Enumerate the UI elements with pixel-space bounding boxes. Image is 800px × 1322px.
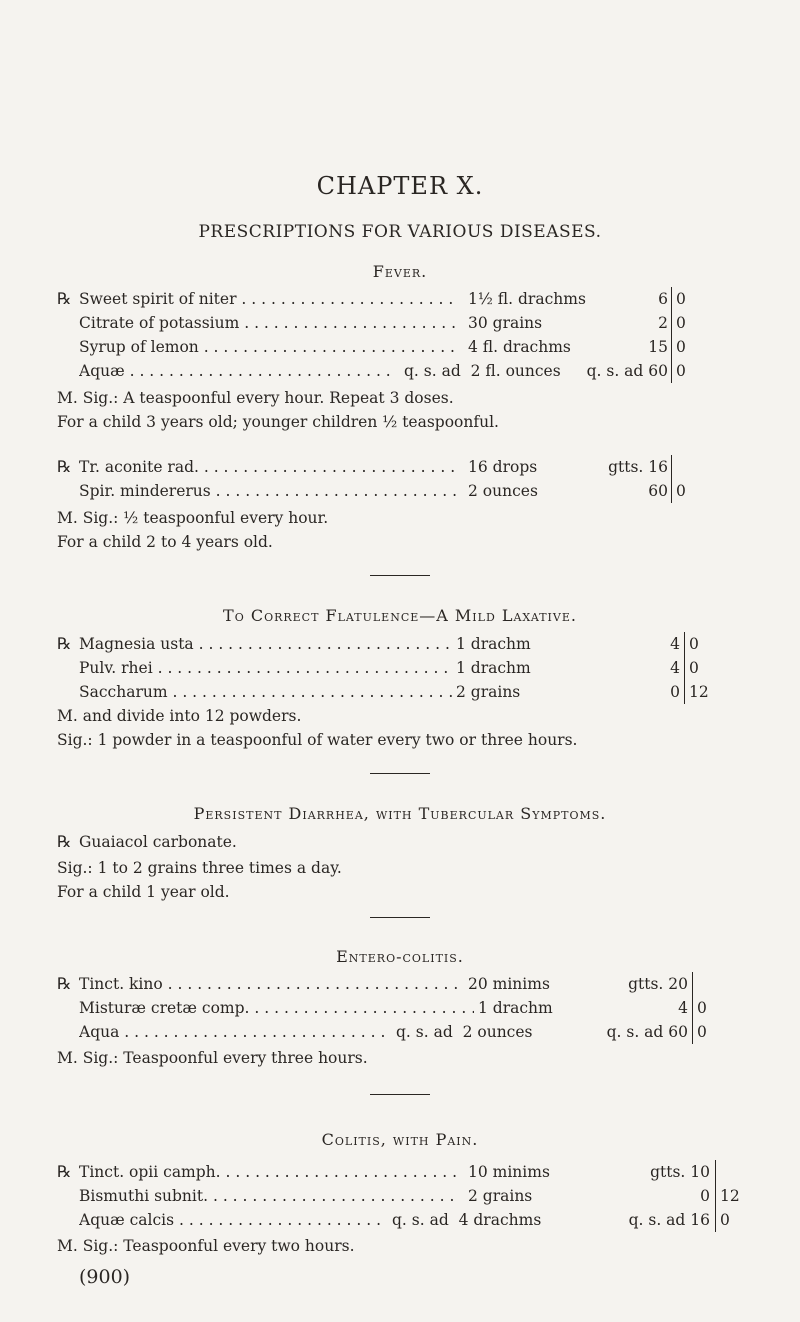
directions-line: For a child 2 to 4 years old. <box>57 533 273 551</box>
ingredient-quantity: 30 grains <box>464 311 542 335</box>
ingredient-row <box>0 1208 800 1232</box>
column-divider <box>692 972 693 1044</box>
ingredient-row <box>0 996 800 1020</box>
section-divider <box>370 773 430 774</box>
ingredient-name: Aquæ <box>79 362 125 380</box>
ingredient-name: Aquæ calcis <box>79 1211 175 1229</box>
column-divider <box>715 1160 716 1232</box>
metric-whole: 6 <box>658 290 668 308</box>
ingredient-row <box>0 680 800 704</box>
ingredient-row <box>0 656 800 680</box>
ingredient-name: Magnesia usta <box>79 635 194 653</box>
ingredient-quantity: q. s. ad 2 ounces <box>392 1020 533 1044</box>
directions-line: M. Sig.: Teaspoonful every three hours. <box>57 1049 368 1067</box>
ingredient-name: Spir. mindererus <box>79 482 211 500</box>
metric-whole: gtts. 20 <box>628 975 688 993</box>
ingredient-row <box>0 455 800 479</box>
ingredient-name: Bismuthi subnit. <box>79 1187 209 1205</box>
ingredient-quantity: 2 ounces <box>464 479 538 503</box>
ingredient-name: Saccharum <box>79 683 168 701</box>
ingredient-name: Tinct. kino <box>79 975 163 993</box>
column-divider <box>684 632 685 704</box>
metric-fraction: 0 <box>676 482 686 500</box>
ingredient-name: Citrate of potassium <box>79 314 240 332</box>
chapter-subtitle: PRESCRIPTIONS FOR VARIOUS DISEASES. <box>198 222 602 242</box>
ingredient-name: Misturæ cretæ comp. <box>79 999 250 1017</box>
ingredient-quantity: 1½ fl. drachms <box>464 287 586 311</box>
ingredient-quantity: q. s. ad 4 drachms <box>388 1208 541 1232</box>
section-divider <box>370 575 430 576</box>
metric-whole: gtts. 10 <box>650 1163 710 1181</box>
chapter-title: CHAPTER X. <box>316 172 484 200</box>
rx-symbol: ℞ <box>57 974 72 993</box>
ingredient-quantity: 20 minims <box>464 972 550 996</box>
directions-line: For a child 1 year old. <box>57 883 230 901</box>
directions-line: Sig.: 1 to 2 grains three times a day. <box>57 859 342 877</box>
metric-whole: 4 <box>670 635 680 653</box>
section-divider <box>370 1094 430 1095</box>
metric-fraction: 0 <box>676 290 686 308</box>
ingredient-row <box>0 311 800 335</box>
metric-fraction: 0 <box>676 362 686 380</box>
directions-line: M. Sig.: A teaspoonful every hour. Repeat 3 doses. <box>57 389 454 407</box>
directions-line: M. and divide into 12 powders. <box>57 707 302 725</box>
metric-fraction: 0 <box>689 635 699 653</box>
ingredient-row <box>0 1184 800 1208</box>
rx-symbol: ℞ <box>57 457 72 476</box>
ingredient-name: Aqua <box>79 1023 120 1041</box>
ingredient-quantity: 2 grains <box>464 1184 532 1208</box>
metric-whole: q. s. ad 16 <box>628 1211 710 1229</box>
ingredient-row <box>0 972 800 996</box>
ingredient-quantity: q. s. ad 2 fl. ounces <box>400 359 561 383</box>
metric-whole: 2 <box>658 314 668 332</box>
column-divider <box>671 455 672 503</box>
ingredient-quantity: 1 drachm <box>452 656 531 680</box>
metric-fraction: 12 <box>689 683 709 701</box>
ingredient-row <box>0 632 800 656</box>
rx-symbol: ℞ <box>57 289 72 308</box>
section-heading-fever: Fever. <box>372 262 428 281</box>
metric-whole: 60 <box>648 482 668 500</box>
metric-whole: 4 <box>670 659 680 677</box>
ingredient-name: Sweet spirit of niter <box>79 290 237 308</box>
metric-fraction: 0 <box>676 314 686 332</box>
metric-fraction: 0 <box>676 338 686 356</box>
metric-whole: gtts. 16 <box>608 458 668 476</box>
column-divider <box>671 287 672 383</box>
rx-symbol: ℞ <box>57 832 72 851</box>
ingredient-row <box>0 479 800 503</box>
directions-line: For a child 3 years old; younger children ½ teaspoonful. <box>57 413 499 431</box>
metric-whole: 0 <box>670 683 680 701</box>
metric-fraction: 0 <box>697 1023 707 1041</box>
ingredient-quantity: 1 drachm <box>474 996 553 1020</box>
section-divider <box>370 917 430 918</box>
metric-whole: q. s. ad 60 <box>586 362 668 380</box>
metric-fraction: 0 <box>720 1211 730 1229</box>
directions-line: M. Sig.: Teaspoonful every two hours. <box>57 1237 355 1255</box>
section-heading-entero-colitis: Entero-colitis. <box>336 947 464 966</box>
directions-line: M. Sig.: ½ teaspoonful every hour. <box>57 509 329 527</box>
page-number: (900) <box>79 1266 131 1288</box>
section-heading-colitis: Colitis, with Pain. <box>321 1130 479 1149</box>
ingredient-row <box>0 287 800 311</box>
ingredient-row <box>0 335 800 359</box>
directions-line: Sig.: 1 powder in a teaspoonful of water every two or three hours. <box>57 731 578 749</box>
ingredient-quantity: 10 minims <box>464 1160 550 1184</box>
rx-symbol: ℞ <box>57 1162 72 1181</box>
ingredient-quantity: 4 fl. drachms <box>464 335 571 359</box>
ingredient-quantity: 2 grains <box>452 680 520 704</box>
ingredient-name: Guaiacol carbonate. <box>79 833 237 851</box>
metric-whole: 0 <box>700 1187 710 1205</box>
metric-fraction: 12 <box>720 1187 740 1205</box>
ingredient-quantity: 1 drachm <box>452 632 531 656</box>
metric-whole: 15 <box>648 338 668 356</box>
ingredient-name: Syrup of lemon <box>79 338 199 356</box>
ingredient-name: Tinct. opii camph. <box>79 1163 221 1181</box>
section-heading-diarrhea: Persistent Diarrhea, with Tubercular Symptoms. <box>193 804 607 823</box>
ingredient-row <box>0 1160 800 1184</box>
metric-whole: 4 <box>678 999 688 1017</box>
ingredient-name: Pulv. rhei <box>79 659 153 677</box>
section-heading-flatulence: To Correct Flatulence—A Mild Laxative. <box>223 606 577 625</box>
rx-symbol: ℞ <box>57 634 72 653</box>
ingredient-row <box>0 1020 800 1044</box>
ingredient-name: Tr. aconite rad. <box>79 458 199 476</box>
ingredient-row <box>0 359 800 383</box>
metric-fraction: 0 <box>689 659 699 677</box>
ingredient-quantity: 16 drops <box>464 455 537 479</box>
metric-fraction: 0 <box>697 999 707 1017</box>
metric-whole: q. s. ad 60 <box>606 1023 688 1041</box>
